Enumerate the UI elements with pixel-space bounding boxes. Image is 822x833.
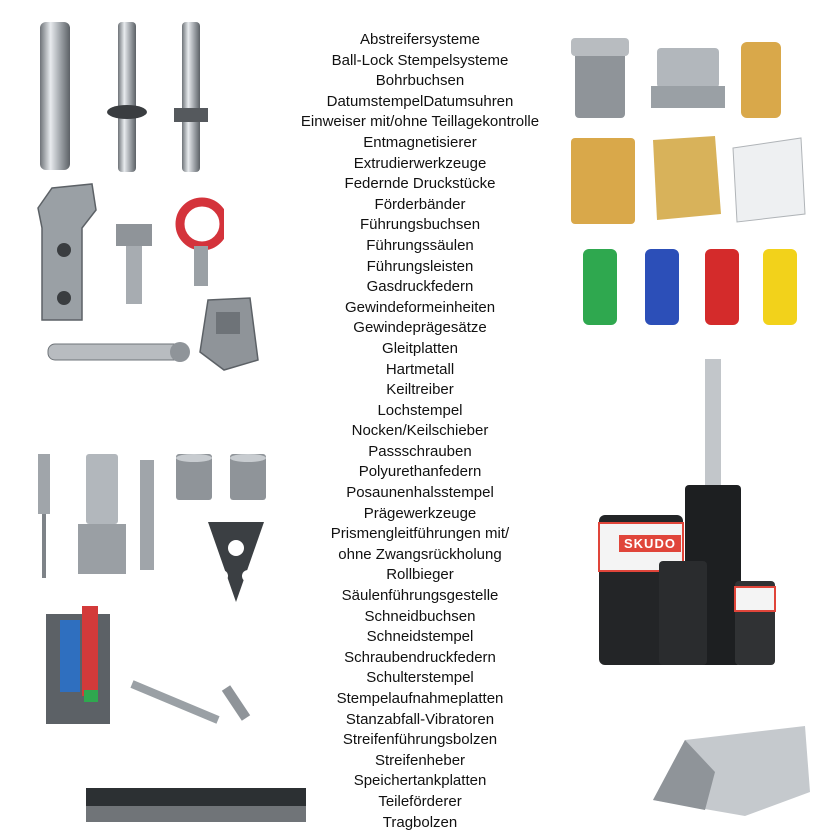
list-item[interactable]: Rollbieger — [386, 566, 454, 584]
list-item[interactable]: Extrudierwerkzeuge — [353, 154, 487, 172]
list-item[interactable]: Stanzabfall-Vibratoren — [345, 710, 495, 728]
list-item[interactable]: Keiltreiber — [386, 381, 454, 399]
list-item[interactable]: Abstreifersysteme — [359, 31, 481, 48]
guide-pillars-image — [28, 14, 218, 174]
list-item[interactable]: Einweiser mit/ohne Teillagekontrolle — [300, 113, 540, 131]
list-item[interactable]: Entmagnetisierer — [363, 133, 477, 151]
list-item[interactable]: Passschrauben — [368, 442, 472, 460]
list-item[interactable]: Federnde Druckstücke — [344, 175, 496, 193]
list-item[interactable]: Schraubendruckfedern — [344, 648, 496, 666]
prism-guide-image — [645, 720, 815, 822]
list-item[interactable]: Hartmetall — [385, 360, 455, 378]
list-item[interactable]: Förderbänder — [374, 195, 466, 213]
list-item[interactable]: Gasdruckfedern — [366, 278, 474, 296]
list-item[interactable]: DatumstempelDatumsuhren — [326, 92, 514, 110]
list-item[interactable]: Prägewerkzeuge — [363, 504, 477, 522]
list-item[interactable]: Streifenheber — [374, 751, 466, 769]
list-item[interactable]: Streifenführungsbolzen — [342, 731, 498, 749]
gas-springs-image — [585, 355, 805, 675]
list-item[interactable]: Schulterstempel — [366, 669, 474, 687]
slide-plates-image — [565, 130, 815, 230]
list-item[interactable]: Speichertankplatten — [353, 772, 487, 790]
punches-and-bushings-image — [30, 450, 270, 610]
list-item[interactable]: Führungsbuchsen — [359, 216, 481, 234]
list-item[interactable]: Gewindeprägesätze — [353, 319, 487, 337]
list-item[interactable]: Schneidbuchsen — [364, 607, 476, 625]
list-item[interactable]: Säulenführungsgestelle — [341, 587, 499, 605]
list-item[interactable]: Posaunenhalsstempel — [346, 484, 494, 502]
list-item[interactable]: Ball-Lock Stempelsysteme — [331, 51, 509, 69]
product-category-list — [270, 30, 570, 833]
list-item[interactable]: ohne Zwangsrückholung — [338, 545, 502, 563]
die-springs-image — [575, 245, 815, 330]
list-item[interactable]: Führungssäulen — [366, 236, 474, 254]
list-item[interactable]: Gewindeformeinheiten — [344, 298, 496, 316]
list-item[interactable]: Gleitplatten — [382, 339, 458, 357]
list-item[interactable]: Tragbolzen — [382, 813, 458, 831]
list-item[interactable]: Schneidstempel — [366, 628, 474, 646]
list-item[interactable]: Führungsleisten — [366, 257, 474, 275]
list-item[interactable]: Stempelaufnahmeplatten — [336, 690, 504, 707]
list-item[interactable]: Prismengleitführungen mit/ — [330, 525, 510, 543]
hinge-and-bolt-image — [40, 290, 270, 390]
bushings-and-cage-image — [565, 30, 815, 130]
list-item[interactable]: Lochstempel — [377, 401, 463, 419]
list-item[interactable]: Polyurethanfedern — [358, 463, 482, 481]
cutaway-and-pins-image — [40, 600, 280, 730]
list-item[interactable]: Bohrbuchsen — [375, 72, 465, 90]
list-item[interactable]: Nocken/Keilschieber — [351, 422, 489, 440]
gas-spring-brand-label: SKUDO — [619, 535, 681, 552]
list-item[interactable]: Teileförderer — [378, 792, 462, 810]
